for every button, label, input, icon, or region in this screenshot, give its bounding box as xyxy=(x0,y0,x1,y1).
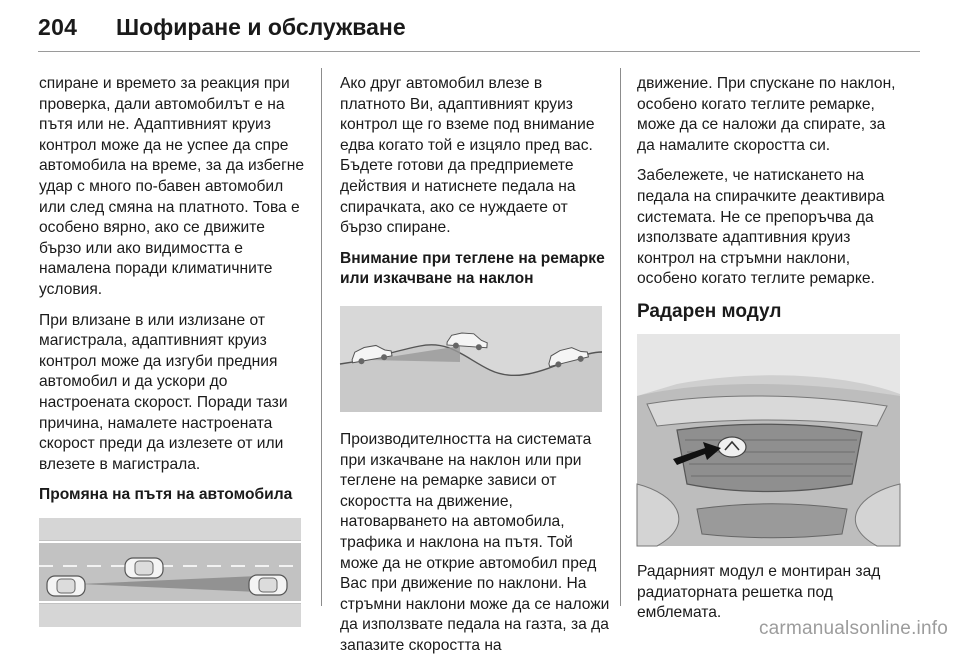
column-divider-1 xyxy=(321,68,322,606)
column-2 xyxy=(340,74,610,666)
paragraph-performance: Производителността на системата при изкачване на наклон или при теглене на ремарке зависи от скоростта на движение, натоварването на автомобила, трафика и наклона на пътя. Той може да не открие автомобил пред Вас при движение по наклони. На стръмни наклони може да се наложи да използвате педала на газта, за да запазите скоростта на xyxy=(340,430,610,654)
subheading-towing-hills: Внимание при теглене на ремарке или изкачване на наклон xyxy=(340,249,605,288)
hill-illustration xyxy=(340,306,602,412)
page-header xyxy=(38,14,920,62)
paragraph-highway: При влизане в или излизане от магистрала, адаптивният круиз контрол може да изгуби предния автомобил и да ускори до настроената скорост. Поради тази причина, намалете настроената скорост преди да излезете от или влезете в магистрала. xyxy=(39,311,288,473)
subheading-lane-change: Промяна на пътя на автомобила xyxy=(39,486,293,504)
heading-radar-module: Радарен модул xyxy=(637,300,782,322)
paragraph-reaction-time: спиране и времето за реакция при проверка, дали автомобилът е на пътя или не. Адаптивният круиз контрол може да не успее да спре автомобила на време, за да избегне удар с много по-бавен автомобил или след смяна на платното. Това е особено вярно, ако се движите бързо или ако видимостта е намалена поради климатичните условия. xyxy=(39,75,305,298)
paragraph-downhill: движение. При спускане по наклон, особено когато теглите ремарке, може да се наложи да спирате, за да намалите скоростта си. xyxy=(637,75,896,154)
paragraph-radar-location: Радарният модул е монтиран зад радиаторната решетка под емблемата. xyxy=(637,562,881,622)
lane-change-illustration xyxy=(39,518,301,627)
radar-module-photo xyxy=(637,334,900,546)
watermark: carmanualsonline.info xyxy=(758,618,948,639)
chapter-title: Шофиране и обслужване xyxy=(116,14,406,40)
page-number: 204 xyxy=(38,14,78,40)
paragraph-note-brake: Забележете, че натискането на педала на спирачките деактивира системата. Не се препоръчва да използвате адаптивния круиз контрол на стръмни наклони, особено когато теглите ремарке. xyxy=(637,167,885,288)
column-divider-2 xyxy=(620,68,621,606)
paragraph-cut-in: Ако друг автомобил влезе в платното Ви, адаптивният круиз контрол ще го вземе под внимание едва когато той е изцяло пред вас. Бъдете готови да предприемете действия и натиснете педала на спирачката, ако се нуждаете от бързо спиране. xyxy=(340,75,595,237)
header-divider xyxy=(38,51,920,52)
column-1 xyxy=(39,74,307,627)
column-3 xyxy=(637,74,907,634)
